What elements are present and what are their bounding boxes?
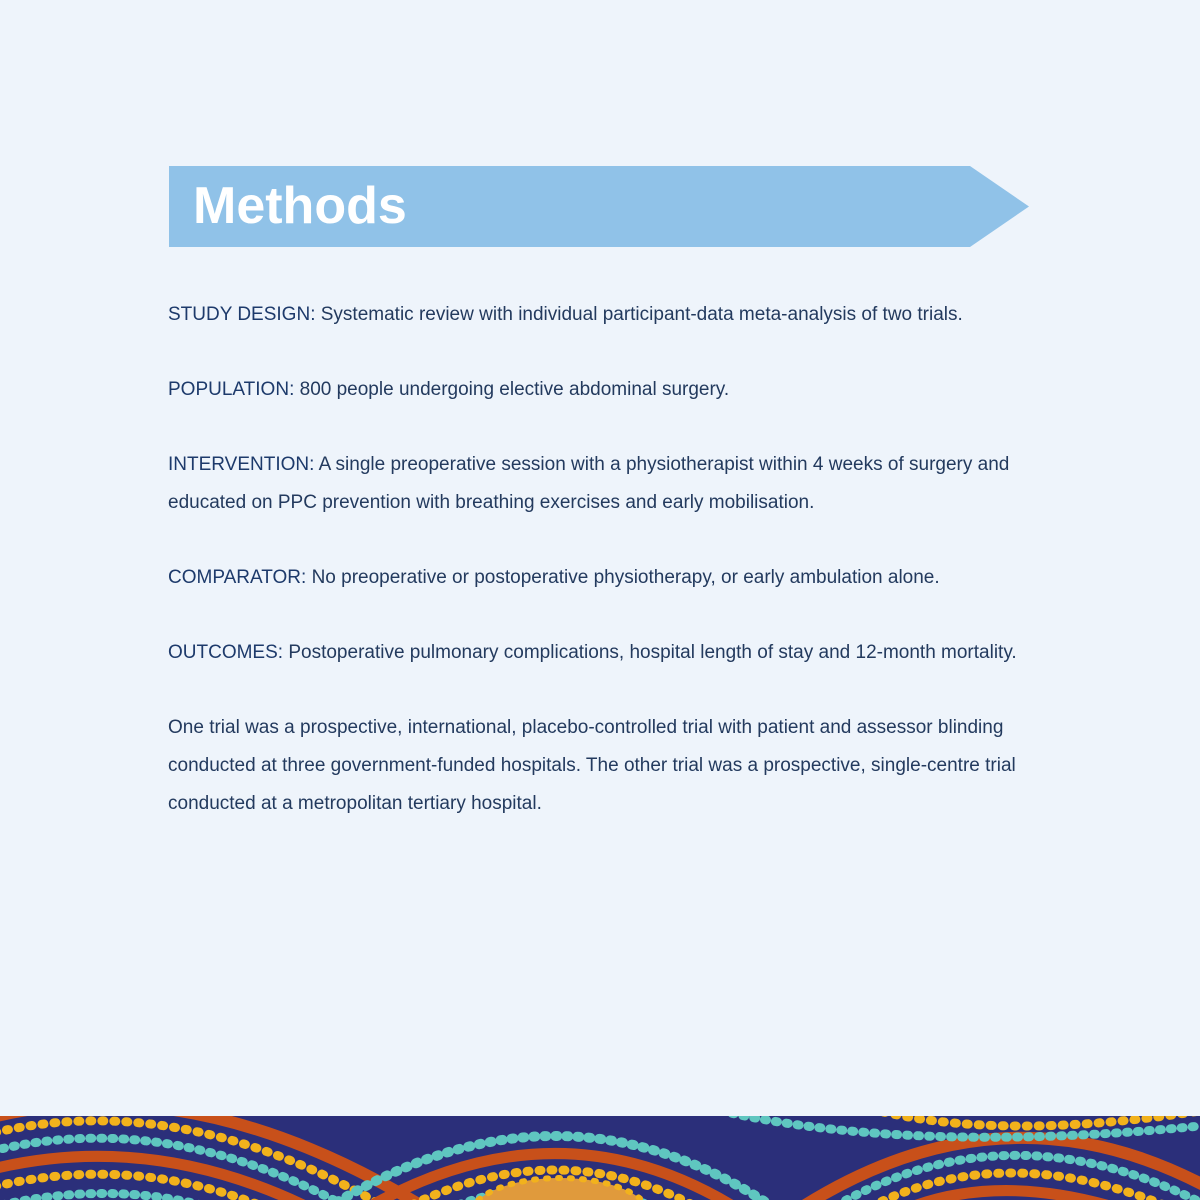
label-colon: :	[277, 642, 289, 663]
outcomes-label: OUTCOMES	[168, 642, 278, 663]
population-text: 800 people undergoing elective abdominal surgery.	[299, 379, 730, 400]
study-design-paragraph	[168, 296, 1068, 334]
description-line-1: One trial was a prospective, international, placebo-controlled trial with patient and assessor blinding	[168, 717, 1004, 738]
comparator-label: COMPARATOR	[168, 567, 302, 588]
intervention-paragraph	[168, 446, 1068, 522]
population-paragraph	[168, 371, 1068, 409]
page-title: Methods	[193, 177, 407, 235]
description-line-3: conducted at a metropolitan tertiary hospital.	[168, 793, 542, 814]
intervention-line-1	[168, 446, 1068, 484]
section-banner	[169, 166, 1029, 247]
study-design-text: Systematic review with individual participant-data meta-analysis of two trials.	[320, 304, 963, 325]
label-colon: :	[301, 567, 312, 588]
comparator-text: No preoperative or postoperative physiotherapy, or early ambulation alone.	[311, 567, 940, 588]
methods-content	[168, 296, 1068, 860]
comparator-paragraph	[168, 559, 1068, 597]
intervention-text-2: educated on PPC prevention with breathing exercises and early mobilisation.	[168, 492, 815, 513]
trial-description-paragraph	[168, 709, 1068, 823]
label-colon: :	[310, 304, 321, 325]
description-line-2: conducted at three government-funded hospitals. The other trial was a prospective, single-centre trial	[168, 755, 1016, 776]
outcomes-paragraph	[168, 634, 1068, 672]
decorative-dot-art-border	[0, 1116, 1200, 1200]
population-label: POPULATION	[168, 379, 290, 400]
outcomes-text: Postoperative pulmonary complications, hospital length of stay and 12-month mortality.	[288, 642, 1017, 663]
intervention-text-1: A single preoperative session with a physiotherapist within 4 weeks of surgery and	[318, 454, 1010, 475]
label-colon: :	[309, 454, 319, 475]
label-colon: :	[289, 379, 300, 400]
intervention-label: INTERVENTION	[168, 454, 310, 475]
study-design-label: STUDY DESIGN	[168, 304, 311, 325]
